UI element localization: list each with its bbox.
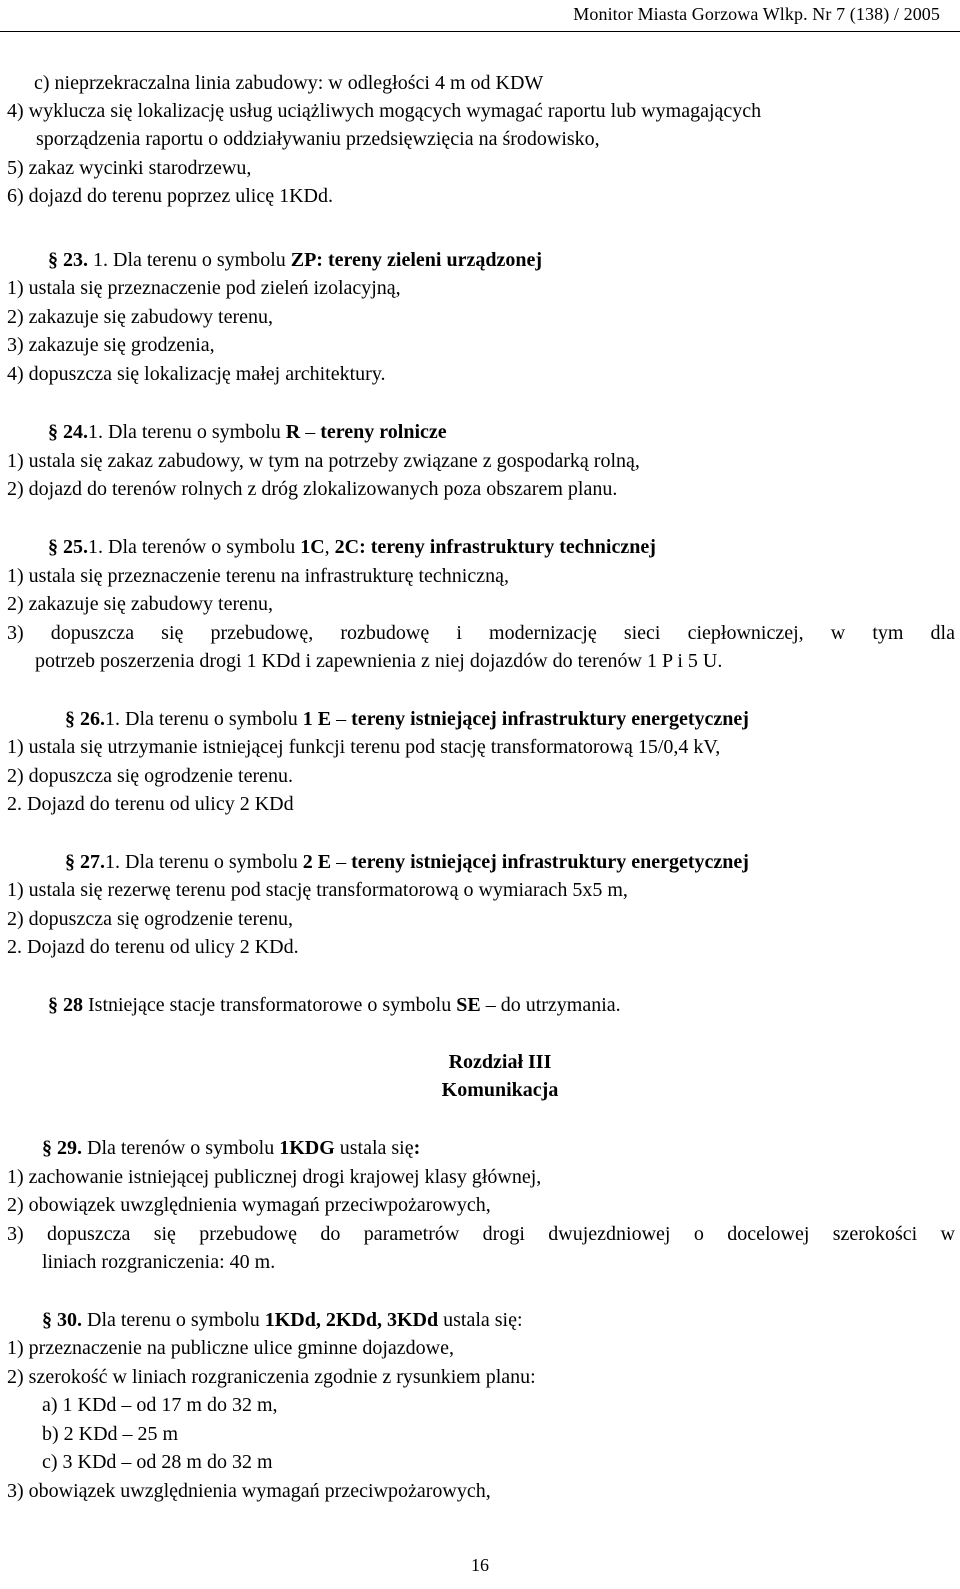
section-symbol: 1 E xyxy=(302,708,332,730)
text-line: sporządzenia raportu o oddziaływaniu przedsięwzięcia na środowisko, xyxy=(36,128,600,150)
section-30-heading: § 30. Dla terenu o symbolu 1KDd, 2KDd, 3KDd ustala się: xyxy=(42,1309,523,1331)
section-28-heading: § 28 Istniejące stacje transformatorowe o symbolu SE – do utrzymania. xyxy=(48,994,621,1016)
section-23-heading: § 23. 1. Dla terenu o symbolu ZP: tereny zieleni urządzonej xyxy=(48,249,542,271)
section-number: § 30. xyxy=(42,1309,82,1331)
section-24-heading: § 24.1. Dla terenu o symbolu R – tereny rolnicze xyxy=(48,421,447,443)
text-line: 2) dojazd do terenów rolnych z dróg zlokalizowanych poza obszarem planu. xyxy=(7,478,618,500)
text-line: 2) obowiązek uwzględnienia wymagań przeciwpożarowych, xyxy=(7,1194,491,1216)
section-symbol: 2 E xyxy=(302,851,332,873)
text-line: 2) szerokość w liniach rozgraniczenia zgodnie z rysunkiem planu: xyxy=(7,1366,536,1388)
text-line: b) 2 KDd – 25 m xyxy=(42,1423,179,1445)
section-number: § 29. xyxy=(42,1137,82,1159)
text-line: 1) ustala się przeznaczenie terenu na infrastrukturę techniczną, xyxy=(7,565,509,587)
text-line: 1) przeznaczenie na publiczne ulice gminne dojazdowe, xyxy=(7,1337,455,1359)
text-line: potrzeb poszerzenia drogi 1 KDd i zapewnienia z niej dojazdów do terenów 1 P i 5 U. xyxy=(35,650,723,672)
section-25-heading: § 25.1. Dla terenów o symbolu 1C, 2C: tereny infrastruktury technicznej xyxy=(48,536,656,558)
section-29-heading: § 29. Dla terenów o symbolu 1KDG ustala się: xyxy=(42,1137,421,1159)
section-title: tereny istniejącej infrastruktury energetycznej xyxy=(351,708,749,730)
text-line: 1) zachowanie istniejącej publicznej drogi krajowej klasy głównej, xyxy=(7,1166,542,1188)
section-symbol: R xyxy=(285,421,301,443)
text-line: 2) dopuszcza się ogrodzenie terenu. xyxy=(7,765,293,787)
chapter-title: Rozdział III xyxy=(448,1051,552,1073)
text-line: liniach rozgraniczenia: 40 m. xyxy=(42,1251,276,1273)
section-title: tereny zieleni urządzonej xyxy=(327,249,542,271)
section-title: tereny rolnicze xyxy=(320,421,447,443)
header-rule xyxy=(0,31,960,32)
text-line: 3) dopuszcza się przebudowę, rozbudowę i modernizację sieci ciepłowniczej, w tym dla xyxy=(7,622,955,644)
section-title: tereny istniejącej infrastruktury energetycznej xyxy=(351,851,749,873)
text-line: a) 1 KDd – od 17 m do 32 m, xyxy=(42,1394,278,1416)
section-number: § 23. xyxy=(48,249,88,271)
text-line: 1) ustala się zakaz zabudowy, w tym na potrzeby związane z gospodarką rolną, xyxy=(7,450,640,472)
chapter-subtitle: Komunikacja xyxy=(441,1079,559,1101)
text-line: c) nieprzekraczalna linia zabudowy: w odległości 4 m od KDW xyxy=(34,72,544,94)
text-line: 2) zakazuje się zabudowy terenu, xyxy=(7,306,273,328)
section-number: § 26. xyxy=(65,708,105,730)
section-symbol: 2C: xyxy=(334,536,366,558)
text-line: 4) wyklucza się lokalizację usług uciążliwych mogących wymagać raportu lub wymagających xyxy=(7,100,762,122)
text-line: 1) ustala się utrzymanie istniejącej funkcji terenu pod stację transformatorową 15/0,4 kV, xyxy=(7,736,721,758)
section-27-heading: § 27.1. Dla terenu o symbolu 2 E – tereny istniejącej infrastruktury energetycznej xyxy=(65,851,749,873)
text-line: c) 3 KDd – od 28 m do 32 m xyxy=(42,1451,273,1473)
text-line: 2) dopuszcza się ogrodzenie terenu, xyxy=(7,908,293,930)
section-number: § 27. xyxy=(65,851,105,873)
section-number: § 28 xyxy=(48,994,83,1016)
text-line: 6) dojazd do terenu poprzez ulicę 1KDd. xyxy=(7,185,333,207)
section-number: § 24. xyxy=(48,421,88,443)
text-line: 3) dopuszcza się przebudowę do parametrów drogi dwujezdniowej o docelowej szerokości w xyxy=(7,1223,955,1245)
section-symbol: 1C xyxy=(300,536,325,558)
section-symbol: ZP: xyxy=(290,249,323,271)
section-symbol: 1KDG xyxy=(279,1137,335,1159)
section-26-heading: § 26.1. Dla terenu o symbolu 1 E – tereny istniejącej infrastruktury energetycznej xyxy=(65,708,749,730)
text-line: 5) zakaz wycinki starodrzewu, xyxy=(7,157,252,179)
text-line: 1) ustala się przeznaczenie pod zieleń izolacyjną, xyxy=(7,277,401,299)
text-line: 4) dopuszcza się lokalizację małej architektury. xyxy=(7,363,386,385)
page-number: 16 xyxy=(471,1555,489,1575)
text-line: 3) zakazuje się grodzenia, xyxy=(7,334,215,356)
text-line: 1) ustala się rezerwę terenu pod stację transformatorową o wymiarach 5x5 m, xyxy=(7,879,628,901)
section-number: § 25. xyxy=(48,536,88,558)
section-title: tereny infrastruktury technicznej xyxy=(370,536,656,558)
text-line: 2. Dojazd do terenu od ulicy 2 KDd. xyxy=(7,936,299,958)
text-line: 2) zakazuje się zabudowy terenu, xyxy=(7,593,273,615)
page-header: Monitor Miasta Gorzowa Wlkp. Nr 7 (138) / 2005 xyxy=(573,4,940,24)
section-symbol: SE xyxy=(456,994,481,1016)
text-line: 3) obowiązek uwzględnienia wymagań przeciwpożarowych, xyxy=(7,1480,491,1502)
section-symbol: 1KDd, 2KDd, 3KDd xyxy=(264,1309,439,1331)
text-line: 2. Dojazd do terenu od ulicy 2 KDd xyxy=(7,793,294,815)
